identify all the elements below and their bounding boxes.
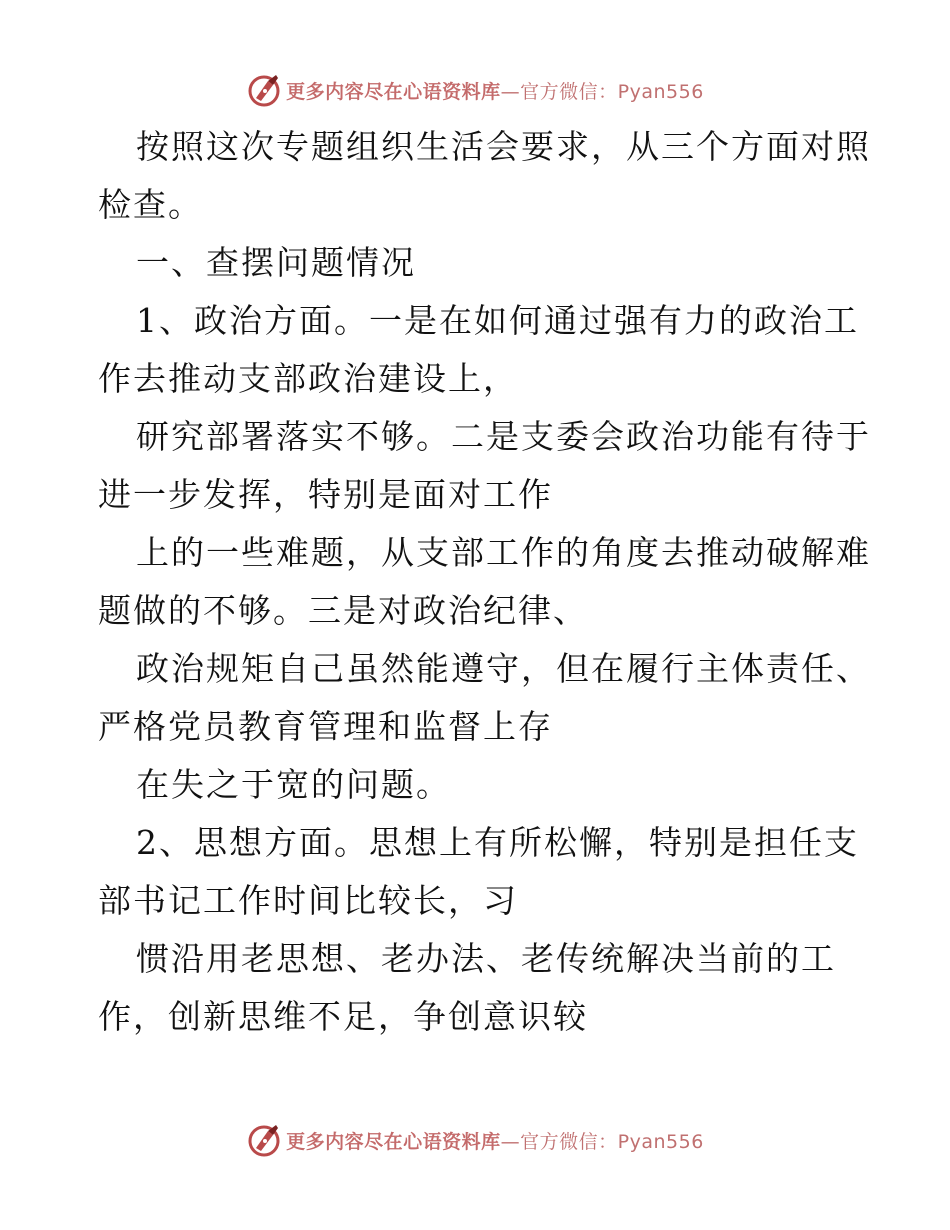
- text-line: 检查。: [98, 185, 203, 224]
- banner-wechat-text: —官方微信：Pyan556: [500, 80, 704, 103]
- text-line: 进一步发挥，特别是面对工作: [98, 475, 553, 514]
- text-line: 惯沿用老思想、老办法、老传统解决当前的工: [136, 939, 836, 978]
- text-line: 上的一些难题，从支部工作的角度去推动破解难: [136, 533, 871, 572]
- text-line: 在失之于宽的问题。: [136, 765, 451, 804]
- section-heading: 一、查摆问题情况: [136, 243, 416, 282]
- footer-banner: [0, 1120, 950, 1160]
- text-line: 部书记工作时间比较长，习: [98, 881, 518, 920]
- banner-wechat-text: —官方微信：Pyan556: [500, 1130, 704, 1153]
- text-line: 2、思想方面。思想上有所松懈，特别是担任支: [136, 823, 859, 862]
- text-line: 政治规矩自己虽然能遵守，但在履行主体责任、: [136, 649, 871, 688]
- text-line: 1、政治方面。一是在如何通过强有力的政治工: [136, 301, 859, 340]
- pen-nib-circle-icon: [246, 1122, 282, 1158]
- document-body: [98, 118, 871, 1046]
- text-line: 作，创新思维不足，争创意识较: [98, 997, 588, 1036]
- text-line: 按照这次专题组织生活会要求，从三个方面对照: [136, 127, 871, 166]
- banner-main-text: 更多内容尽在心语资料库: [286, 80, 501, 103]
- pen-nib-circle-icon: [246, 72, 282, 108]
- text-line: 严格党员教育管理和监督上存: [98, 707, 553, 746]
- banner-main-text: 更多内容尽在心语资料库: [286, 1130, 501, 1153]
- header-banner: [0, 70, 950, 110]
- text-line: 研究部署落实不够。二是支委会政治功能有待于: [136, 417, 871, 456]
- text-line: 题做的不够。三是对政治纪律、: [98, 591, 588, 630]
- text-line: 作去推动支部政治建设上，: [98, 359, 518, 398]
